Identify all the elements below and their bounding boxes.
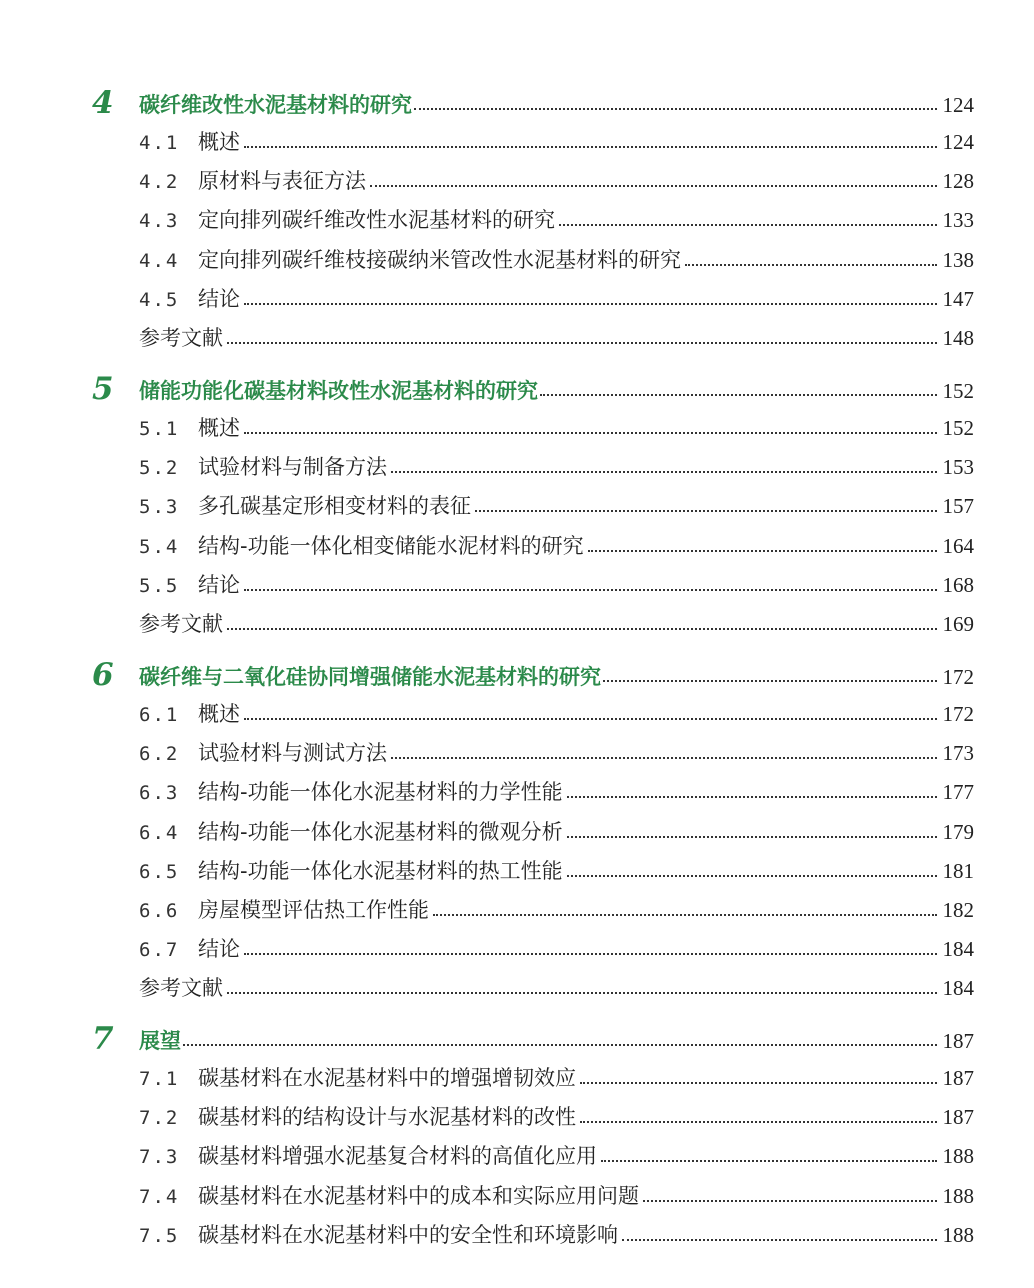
chapter-number: 7 xyxy=(92,1021,114,1057)
section-title: 定向排列碳纤维改性水泥基材料的研究 xyxy=(198,210,559,231)
dot-leader xyxy=(227,628,937,630)
references-title: 参考文献 xyxy=(139,978,227,999)
page-number: 168 xyxy=(937,575,975,596)
page-number: 152 xyxy=(937,418,975,439)
page-number: 157 xyxy=(937,496,975,517)
dot-leader xyxy=(580,1082,937,1084)
toc-section-entry[interactable] xyxy=(139,532,974,560)
section-title: 碳基材料在水泥基材料中的成本和实际应用问题 xyxy=(198,1186,643,1207)
chapter-heading[interactable] xyxy=(92,84,974,121)
dot-leader xyxy=(588,550,937,552)
dot-leader xyxy=(580,1121,937,1123)
dot-leader xyxy=(622,1239,937,1241)
toc-section-entry[interactable] xyxy=(139,896,974,924)
chapter-number: 5 xyxy=(92,371,114,407)
dot-leader xyxy=(601,1160,937,1162)
chapter-number: 6 xyxy=(92,657,114,693)
section-title: 碳基材料增强水泥基复合材料的高值化应用 xyxy=(198,1146,601,1167)
section-number: 6.5 xyxy=(139,861,180,883)
section-title: 碳基材料在水泥基材料中的增强增韧效应 xyxy=(198,1068,580,1089)
section-number: 4.2 xyxy=(139,171,180,193)
page-number: 152 xyxy=(937,381,975,402)
toc-section-entry[interactable] xyxy=(139,857,974,885)
dot-leader xyxy=(567,796,937,798)
chapter-title: 储能功能化碳基材料改性水泥基材料的研究 xyxy=(139,379,538,403)
page-number: 177 xyxy=(937,782,975,803)
dot-leader xyxy=(244,953,937,955)
dot-leader xyxy=(244,303,937,305)
section-title: 碳基材料在水泥基材料中的安全性和环境影响 xyxy=(198,1225,622,1246)
page-number: 124 xyxy=(937,132,975,153)
toc-section-entry[interactable] xyxy=(139,285,974,313)
dot-leader xyxy=(559,224,937,226)
section-number: 7.2 xyxy=(139,1107,180,1129)
page-number: 184 xyxy=(937,939,975,960)
section-title: 试验材料与测试方法 xyxy=(198,743,391,764)
toc-section-entry[interactable] xyxy=(139,453,974,481)
page-number: 128 xyxy=(937,171,975,192)
toc-references-entry[interactable] xyxy=(139,974,974,1002)
section-title: 结论 xyxy=(198,575,244,596)
dot-leader xyxy=(603,680,937,682)
toc-section-entry[interactable] xyxy=(139,1142,974,1170)
toc-section-entry[interactable] xyxy=(139,206,974,234)
section-number: 4.3 xyxy=(139,210,180,232)
page-number: 188 xyxy=(937,1186,975,1207)
section-number: 7.1 xyxy=(139,1068,180,1090)
section-number: 6.1 xyxy=(139,704,180,726)
section-number: 4.5 xyxy=(139,289,180,311)
dot-leader xyxy=(370,185,937,187)
dot-leader xyxy=(643,1200,937,1202)
dot-leader xyxy=(227,992,937,994)
page-number: 179 xyxy=(937,822,975,843)
page-number: 187 xyxy=(937,1031,975,1052)
toc-section-entry[interactable] xyxy=(139,246,974,274)
toc-section-entry[interactable] xyxy=(139,1182,974,1210)
dot-leader xyxy=(567,836,937,838)
dot-leader xyxy=(567,875,937,877)
section-title: 原材料与表征方法 xyxy=(198,171,370,192)
toc-section-entry[interactable] xyxy=(139,414,974,442)
dot-leader xyxy=(183,1044,937,1046)
section-title: 多孔碳基定形相变材料的表征 xyxy=(198,496,475,517)
section-number: 5.4 xyxy=(139,536,180,558)
section-number: 6.6 xyxy=(139,900,180,922)
section-number: 7.5 xyxy=(139,1225,180,1247)
page-number: 188 xyxy=(937,1225,975,1246)
section-title: 房屋模型评估热工作性能 xyxy=(198,900,433,921)
toc-references-entry[interactable] xyxy=(139,324,974,352)
section-number: 6.4 xyxy=(139,822,180,844)
toc-section-entry[interactable] xyxy=(139,1103,974,1131)
page-number: 182 xyxy=(937,900,975,921)
toc-section-entry[interactable] xyxy=(139,128,974,156)
references-title: 参考文献 xyxy=(139,328,227,349)
toc-section-entry[interactable] xyxy=(139,167,974,195)
dot-leader xyxy=(244,589,937,591)
section-number: 6.7 xyxy=(139,939,180,961)
section-number: 4.1 xyxy=(139,132,180,154)
section-number: 5.1 xyxy=(139,418,180,440)
section-number: 5.2 xyxy=(139,457,180,479)
toc-section-entry[interactable] xyxy=(139,778,974,806)
page-number: 187 xyxy=(937,1068,975,1089)
page-number: 173 xyxy=(937,743,975,764)
toc-section-entry[interactable] xyxy=(139,739,974,767)
chapter-title: 碳纤维与二氧化硅协同增强储能水泥基材料的研究 xyxy=(139,665,601,689)
dot-leader xyxy=(433,914,937,916)
section-title: 碳基材料的结构设计与水泥基材料的改性 xyxy=(198,1107,580,1128)
section-title: 结构-功能一体化水泥基材料的微观分析 xyxy=(198,822,567,843)
dot-leader xyxy=(414,108,937,110)
section-number: 6.2 xyxy=(139,743,180,765)
section-number: 7.3 xyxy=(139,1146,180,1168)
dot-leader xyxy=(227,342,937,344)
toc-section-entry[interactable] xyxy=(139,1221,974,1249)
dot-leader xyxy=(540,394,937,396)
toc-section-entry[interactable] xyxy=(139,492,974,520)
section-number: 5.3 xyxy=(139,496,180,518)
chapter-heading[interactable] xyxy=(92,1020,974,1057)
section-title: 试验材料与制备方法 xyxy=(198,457,391,478)
page-number: 124 xyxy=(937,95,975,116)
dot-leader xyxy=(244,146,937,148)
section-number: 4.4 xyxy=(139,250,180,272)
section-title: 结论 xyxy=(198,939,244,960)
section-title: 结构-功能一体化相变储能水泥材料的研究 xyxy=(198,536,588,557)
chapter-heading[interactable] xyxy=(92,656,974,693)
dot-leader xyxy=(391,471,937,473)
section-title: 概述 xyxy=(198,418,244,439)
section-number: 7.4 xyxy=(139,1186,180,1208)
section-title: 结构-功能一体化水泥基材料的热工性能 xyxy=(198,861,567,882)
page-number: 148 xyxy=(937,328,975,349)
page-number: 172 xyxy=(937,704,975,725)
page-number: 172 xyxy=(937,667,975,688)
page-number: 133 xyxy=(937,210,975,231)
chapter-number: 4 xyxy=(92,85,114,121)
dot-leader xyxy=(244,718,937,720)
section-title: 结构-功能一体化水泥基材料的力学性能 xyxy=(198,782,567,803)
section-title: 结论 xyxy=(198,289,244,310)
toc-section-entry[interactable] xyxy=(139,571,974,599)
toc-references-entry[interactable] xyxy=(139,610,974,638)
page-number: 181 xyxy=(937,861,975,882)
toc-section-entry[interactable] xyxy=(139,1064,974,1092)
dot-leader xyxy=(685,264,937,266)
page-number: 169 xyxy=(937,614,975,635)
page-number: 147 xyxy=(937,289,975,310)
references-title: 参考文献 xyxy=(139,614,227,635)
page-number: 164 xyxy=(937,536,975,557)
page-number: 187 xyxy=(937,1107,975,1128)
section-number: 5.5 xyxy=(139,575,180,597)
dot-leader xyxy=(391,757,937,759)
chapter-title: 碳纤维改性水泥基材料的研究 xyxy=(139,93,412,117)
page-number: 184 xyxy=(937,978,975,999)
section-title: 概述 xyxy=(198,704,244,725)
section-title: 定向排列碳纤维枝接碳纳米管改性水泥基材料的研究 xyxy=(198,250,685,271)
dot-leader xyxy=(244,432,937,434)
dot-leader xyxy=(475,510,937,512)
toc-section-entry[interactable] xyxy=(139,935,974,963)
page-number: 188 xyxy=(937,1146,975,1167)
page-number: 153 xyxy=(937,457,975,478)
chapter-title: 展望 xyxy=(139,1029,181,1053)
section-title: 概述 xyxy=(198,132,244,153)
chapter-heading[interactable] xyxy=(92,370,974,407)
toc-section-entry[interactable] xyxy=(139,818,974,846)
page-number: 138 xyxy=(937,250,975,271)
section-number: 6.3 xyxy=(139,782,180,804)
toc-section-entry[interactable] xyxy=(139,700,974,728)
